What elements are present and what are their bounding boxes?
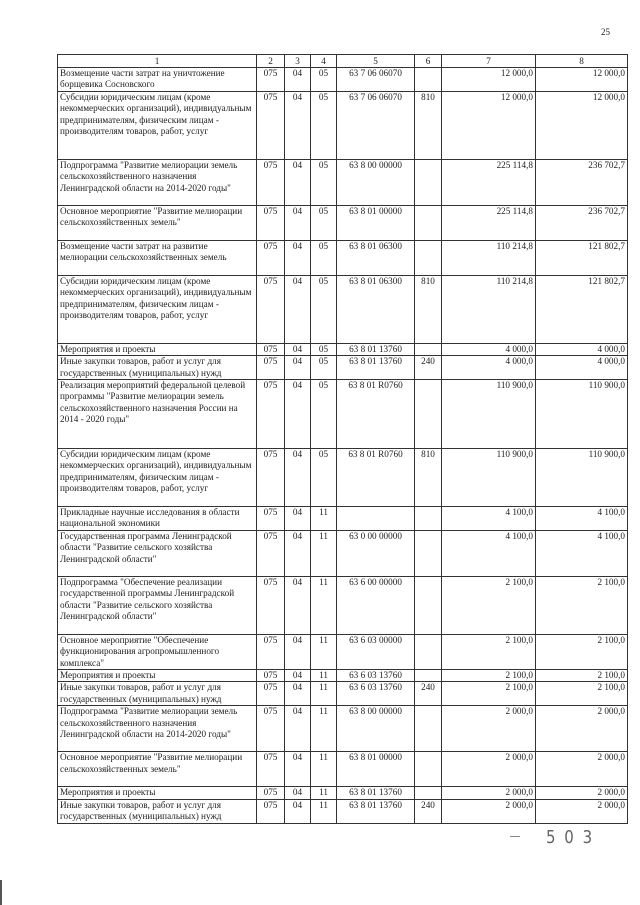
row-value-cell (415, 380, 442, 449)
row-value-cell (415, 159, 442, 205)
row-value-cell: 2 000,0 (442, 706, 536, 752)
table-row (58, 343, 628, 355)
row-value-cell: 2 000,0 (442, 799, 536, 823)
row-value-cell: 11 (311, 530, 337, 576)
row-value-cell: 4 000,0 (536, 343, 628, 355)
row-name-cell: Иные закупки товаров, работ и услуг для государственных (муниципальных) нужд (58, 356, 257, 380)
row-value-cell: 04 (285, 530, 311, 576)
row-value-cell: 2 100,0 (442, 634, 536, 669)
row-name-cell: Подпрограмма "Развитие мелиорации земель сельскохозяйственного назначения Ленинградской области на 2014-2020 годы" (58, 159, 257, 205)
row-value-cell (337, 507, 415, 531)
row-value-cell: 04 (285, 507, 311, 531)
page-number: 25 (601, 27, 610, 37)
row-value-cell: 12 000,0 (442, 68, 536, 92)
row-value-cell: 075 (257, 787, 285, 799)
row-value-cell: 2 100,0 (536, 576, 628, 634)
row-value-cell: 110 900,0 (536, 380, 628, 449)
row-value-cell: 075 (257, 159, 285, 205)
row-value-cell: 810 (415, 91, 442, 159)
row-value-cell: 225 114,8 (442, 205, 536, 240)
row-name-cell: Субсидии юридическим лицам (кроме некоммерческих организаций), индивидуальным предпринимателям, физическим лицам - производителям товаров, работ, услуг (58, 275, 257, 343)
row-value-cell: 63 6 03 13760 (337, 670, 415, 682)
row-value-cell: 4 100,0 (442, 507, 536, 531)
row-value-cell: 04 (285, 343, 311, 355)
row-value-cell: 075 (257, 356, 285, 380)
header-row (58, 55, 628, 68)
row-value-cell: 11 (311, 507, 337, 531)
row-value-cell: 04 (285, 159, 311, 205)
table-row (58, 380, 628, 449)
row-value-cell: 110 900,0 (536, 449, 628, 507)
row-value-cell: 11 (311, 670, 337, 682)
row-value-cell: 2 000,0 (536, 752, 628, 787)
row-value-cell: 075 (257, 507, 285, 531)
row-value-cell: 2 100,0 (536, 634, 628, 669)
table-row (58, 240, 628, 275)
row-value-cell: 075 (257, 240, 285, 275)
row-value-cell: 12 000,0 (442, 91, 536, 159)
row-value-cell: 63 7 06 06070 (337, 68, 415, 92)
row-value-cell (415, 343, 442, 355)
row-value-cell: 63 8 01 00000 (337, 752, 415, 787)
row-value-cell: 05 (311, 240, 337, 275)
row-value-cell: 075 (257, 576, 285, 634)
row-name-cell: Субсидии юридическим лицам (кроме некоммерческих организаций), индивидуальным предпринимателям, физическим лицам - производителям товаров, работ, услуг (58, 449, 257, 507)
row-name-cell: Мероприятия и проекты (58, 343, 257, 355)
row-value-cell: 110 900,0 (442, 380, 536, 449)
table-row (58, 706, 628, 752)
row-value-cell: 11 (311, 799, 337, 823)
row-value-cell: 075 (257, 634, 285, 669)
row-value-cell: 4 000,0 (442, 343, 536, 355)
row-value-cell (415, 507, 442, 531)
row-name-cell: Субсидии юридическим лицам (кроме некоммерческих организаций), индивидуальным предпринимателям, физическим лицам - производителям товаров, работ, услуг (58, 91, 257, 159)
row-value-cell: 075 (257, 449, 285, 507)
row-name-cell: Возмещение части затрат на развитие мелиорации сельскохозяйственных земель (58, 240, 257, 275)
row-value-cell: 63 8 01 06300 (337, 240, 415, 275)
row-value-cell (415, 670, 442, 682)
row-name-cell: Прикладные научные исследования в области национальной экономики (58, 507, 257, 531)
row-value-cell: 04 (285, 799, 311, 823)
column-header: 8 (536, 55, 628, 68)
row-value-cell: 04 (285, 68, 311, 92)
row-value-cell: 075 (257, 670, 285, 682)
row-name-cell: Основное мероприятие "Развитие мелиорации сельскохозяйственных земель" (58, 205, 257, 240)
row-value-cell: 63 6 00 00000 (337, 576, 415, 634)
row-value-cell: 075 (257, 380, 285, 449)
row-value-cell: 04 (285, 787, 311, 799)
row-value-cell: 63 8 00 00000 (337, 706, 415, 752)
row-value-cell: 4 100,0 (442, 530, 536, 576)
row-value-cell: 121 802,7 (536, 275, 628, 343)
column-header: 7 (442, 55, 536, 68)
row-value-cell (415, 68, 442, 92)
row-value-cell: 63 8 01 13760 (337, 356, 415, 380)
row-name-cell: Основное мероприятие "Развитие мелиорации сельскохозяйственных земель" (58, 752, 257, 787)
row-value-cell (415, 706, 442, 752)
row-value-cell: 05 (311, 275, 337, 343)
row-value-cell: 63 8 01 13760 (337, 787, 415, 799)
row-value-cell: 2 100,0 (442, 682, 536, 706)
row-value-cell: 04 (285, 449, 311, 507)
row-value-cell: 2 100,0 (442, 670, 536, 682)
column-header: 4 (311, 55, 337, 68)
row-value-cell: 63 0 00 00000 (337, 530, 415, 576)
row-value-cell: 04 (285, 380, 311, 449)
row-value-cell: 075 (257, 343, 285, 355)
row-value-cell: 2 100,0 (442, 576, 536, 634)
row-value-cell (415, 240, 442, 275)
row-value-cell: 05 (311, 205, 337, 240)
row-value-cell: 2 100,0 (536, 682, 628, 706)
row-value-cell: 236 702,7 (536, 205, 628, 240)
row-value-cell (415, 530, 442, 576)
table-row (58, 68, 628, 92)
row-value-cell: 810 (415, 275, 442, 343)
row-value-cell: 4 000,0 (536, 356, 628, 380)
row-name-cell: Мероприятия и проекты (58, 787, 257, 799)
row-value-cell: 04 (285, 240, 311, 275)
column-header: 1 (58, 55, 257, 68)
pen-mark (510, 836, 520, 837)
row-value-cell: 05 (311, 91, 337, 159)
row-value-cell: 04 (285, 706, 311, 752)
row-value-cell: 63 8 01 13760 (337, 343, 415, 355)
row-value-cell: 04 (285, 356, 311, 380)
row-name-cell: Мероприятия и проекты (58, 670, 257, 682)
row-value-cell: 4 100,0 (536, 507, 628, 531)
row-value-cell: 63 8 01 06300 (337, 275, 415, 343)
row-value-cell: 11 (311, 634, 337, 669)
row-value-cell: 075 (257, 706, 285, 752)
row-value-cell: 110 900,0 (442, 449, 536, 507)
row-value-cell: 075 (257, 68, 285, 92)
row-value-cell: 63 8 01 R0760 (337, 380, 415, 449)
table-row (58, 799, 628, 823)
row-value-cell: 05 (311, 380, 337, 449)
row-value-cell: 63 8 00 00000 (337, 159, 415, 205)
table-row (58, 682, 628, 706)
row-value-cell: 63 6 03 13760 (337, 682, 415, 706)
row-value-cell (415, 752, 442, 787)
row-value-cell: 63 6 03 00000 (337, 634, 415, 669)
row-value-cell: 075 (257, 91, 285, 159)
row-value-cell: 2 000,0 (442, 787, 536, 799)
row-value-cell: 110 214,8 (442, 275, 536, 343)
table-row (58, 752, 628, 787)
row-value-cell: 11 (311, 787, 337, 799)
row-value-cell: 63 8 01 13760 (337, 799, 415, 823)
row-value-cell: 240 (415, 682, 442, 706)
row-name-cell: Подпрограмма "Развитие мелиорации земель сельскохозяйственного назначения Ленинградской области на 2014-2020 годы" (58, 706, 257, 752)
row-name-cell: Подпрограмма "Обеспечение реализации государственной программы Ленинградской области "Развитие сельского хозяйства Ленинградской области" (58, 576, 257, 634)
row-name-cell: Основное мероприятие "Обеспечение функционирования агропромышленного комплекса" (58, 634, 257, 669)
row-value-cell (415, 634, 442, 669)
row-value-cell (415, 205, 442, 240)
table-row (58, 787, 628, 799)
row-value-cell: 075 (257, 682, 285, 706)
row-value-cell: 04 (285, 205, 311, 240)
row-value-cell: 110 214,8 (442, 240, 536, 275)
row-value-cell: 04 (285, 682, 311, 706)
row-value-cell: 240 (415, 356, 442, 380)
row-value-cell: 075 (257, 799, 285, 823)
table-row (58, 356, 628, 380)
row-value-cell: 236 702,7 (536, 159, 628, 205)
row-value-cell: 11 (311, 576, 337, 634)
row-value-cell: 04 (285, 634, 311, 669)
row-value-cell: 63 7 06 06070 (337, 91, 415, 159)
page-stamp: 5 0 3 (546, 826, 595, 848)
row-value-cell: 075 (257, 275, 285, 343)
row-value-cell: 04 (285, 752, 311, 787)
row-value-cell (415, 576, 442, 634)
table-row (58, 670, 628, 682)
row-value-cell: 4 100,0 (536, 530, 628, 576)
row-value-cell: 2 000,0 (536, 706, 628, 752)
row-value-cell: 075 (257, 752, 285, 787)
row-value-cell: 63 8 01 R0760 (337, 449, 415, 507)
row-name-cell: Государственная программа Ленинградской области "Развитие сельского хозяйства Ленинградской области" (58, 530, 257, 576)
row-value-cell: 225 114,8 (442, 159, 536, 205)
row-value-cell: 2 000,0 (536, 799, 628, 823)
table-row (58, 530, 628, 576)
row-value-cell: 075 (257, 530, 285, 576)
table-row (58, 507, 628, 531)
row-value-cell: 11 (311, 706, 337, 752)
row-name-cell: Реализация мероприятий федеральной целевой программы "Развитие мелиорации земель сельскохозяйственного назначения России на 2014 - 2020 годы" (58, 380, 257, 449)
row-value-cell: 11 (311, 682, 337, 706)
scan-edge-mark (0, 880, 2, 905)
table-row (58, 205, 628, 240)
table-row (58, 576, 628, 634)
row-value-cell: 11 (311, 752, 337, 787)
row-value-cell: 2 100,0 (536, 670, 628, 682)
row-value-cell: 05 (311, 343, 337, 355)
row-value-cell (415, 787, 442, 799)
row-value-cell: 04 (285, 275, 311, 343)
column-header: 2 (257, 55, 285, 68)
row-name-cell: Иные закупки товаров, работ и услуг для государственных (муниципальных) нужд (58, 799, 257, 823)
row-value-cell: 121 802,7 (536, 240, 628, 275)
row-value-cell: 04 (285, 576, 311, 634)
table-row (58, 634, 628, 669)
row-value-cell: 63 8 01 00000 (337, 205, 415, 240)
row-value-cell: 810 (415, 449, 442, 507)
row-value-cell: 05 (311, 449, 337, 507)
row-value-cell: 4 000,0 (442, 356, 536, 380)
table-row (58, 91, 628, 159)
row-value-cell: 05 (311, 159, 337, 205)
row-value-cell: 12 000,0 (536, 91, 628, 159)
row-value-cell: 05 (311, 356, 337, 380)
row-name-cell: Иные закупки товаров, работ и услуг для государственных (муниципальных) нужд (58, 682, 257, 706)
row-value-cell: 075 (257, 205, 285, 240)
row-name-cell: Возмещение части затрат на уничтожение борщевика Сосновского (58, 68, 257, 92)
row-value-cell: 04 (285, 91, 311, 159)
table-row (58, 275, 628, 343)
column-header: 5 (337, 55, 415, 68)
table-row (58, 449, 628, 507)
row-value-cell: 2 000,0 (536, 787, 628, 799)
row-value-cell: 05 (311, 68, 337, 92)
row-value-cell: 12 000,0 (536, 68, 628, 92)
table-row (58, 159, 628, 205)
row-value-cell: 04 (285, 670, 311, 682)
row-value-cell: 2 000,0 (442, 752, 536, 787)
column-header: 6 (415, 55, 442, 68)
budget-table (57, 54, 628, 824)
column-header: 3 (285, 55, 311, 68)
row-value-cell: 240 (415, 799, 442, 823)
